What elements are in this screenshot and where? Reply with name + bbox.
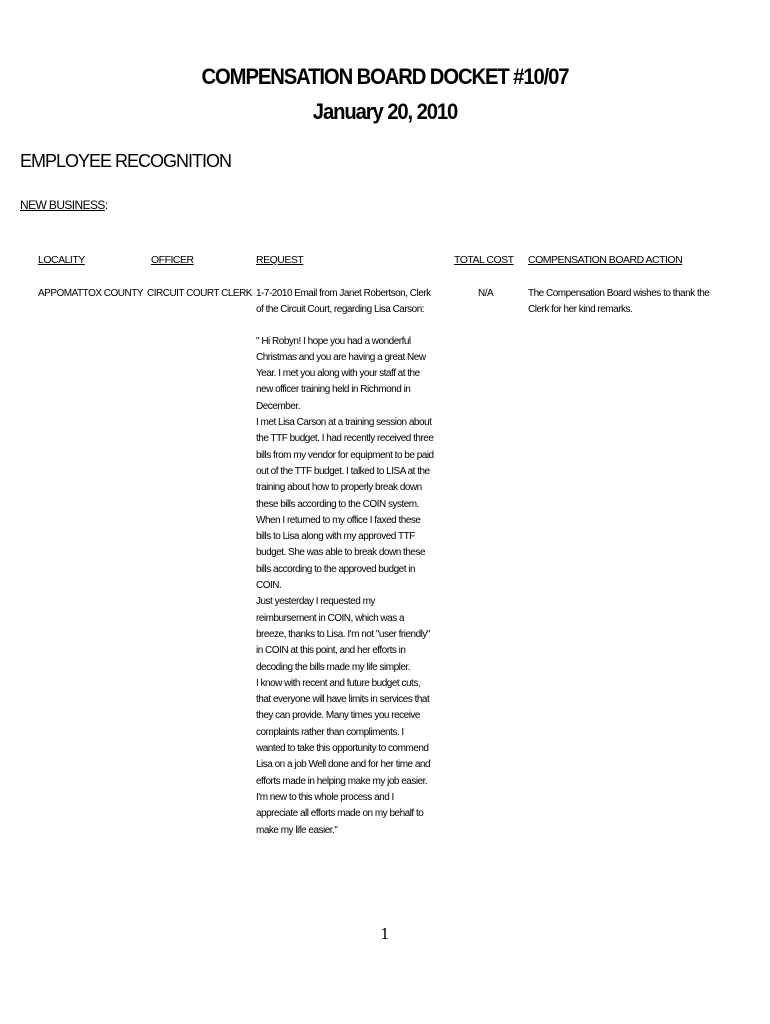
page-number: 1 [380, 925, 390, 943]
row-board-action: The Compensation Board wishes to thank the Clerk for her kind remarks. [528, 288, 710, 316]
header-board-action: COMPENSATION BOARD ACTION [528, 254, 683, 266]
row-request [256, 286, 434, 839]
docket-date: January 20, 2010 [312, 99, 458, 124]
docket-title: COMPENSATION BOARD DOCKET #10/07 [201, 64, 569, 89]
header-request: REQUEST [256, 254, 304, 266]
header-total-cost: TOTAL COST [454, 254, 514, 266]
request-quote-p3: Just yesterday I requested my reimbursement in COIN, which was a breeze, thanks to Lisa. I'm not "user friendly" in COIN at this point, and her efforts in decoding the bills made my life simpler. [256, 596, 430, 673]
request-quote-p4: I know with recent and future budget cuts, that everyone will have limits in services that they can provide. Many times you receive complaints rather than compliments. I wanted to take this opportunity to commend Lisa on a job Well done and for her time and efforts made in helping make my job easier. I'm new to this whole process and I appreciate all efforts made on my behalf to make my life easier." [256, 677, 431, 836]
section-heading: EMPLOYEE RECOGNITION [20, 151, 232, 171]
subsection-colon: : [104, 198, 108, 212]
request-intro: 1-7-2010 Email from Janet Robertson, Clerk of the Circuit Court, regarding Lisa Carson: [256, 288, 431, 316]
row-locality: APPOMATTOX COUNTY [38, 288, 144, 299]
request-quote-p1: " Hi Robyn! I hope you had a wonderful Christmas and you are having a great New Year. I met you along with your staff at the new officer training held in Richmond in December. [256, 335, 426, 412]
subsection-label: NEW BUSINESS [20, 198, 105, 212]
header-locality: LOCALITY [38, 254, 85, 266]
row-total-cost: N/A [478, 288, 494, 299]
header-officer: OFFICER [151, 254, 194, 266]
subsection-heading [20, 198, 108, 212]
row-officer: CIRCUIT COURT CLERK [147, 288, 252, 299]
request-quote-p2: I met Lisa Carson at a training session about the TTF budget. I had recently received three bills from my vendor for equipment to be paid out of the TTF budget. I talked to LISA at the training about how to properly break down these bills according to the COIN system. When I returned to my office I faxed these bills to Lisa along with my approved TTF budget. She was able to break down these bills according to the approved budget in COIN. [256, 417, 434, 592]
